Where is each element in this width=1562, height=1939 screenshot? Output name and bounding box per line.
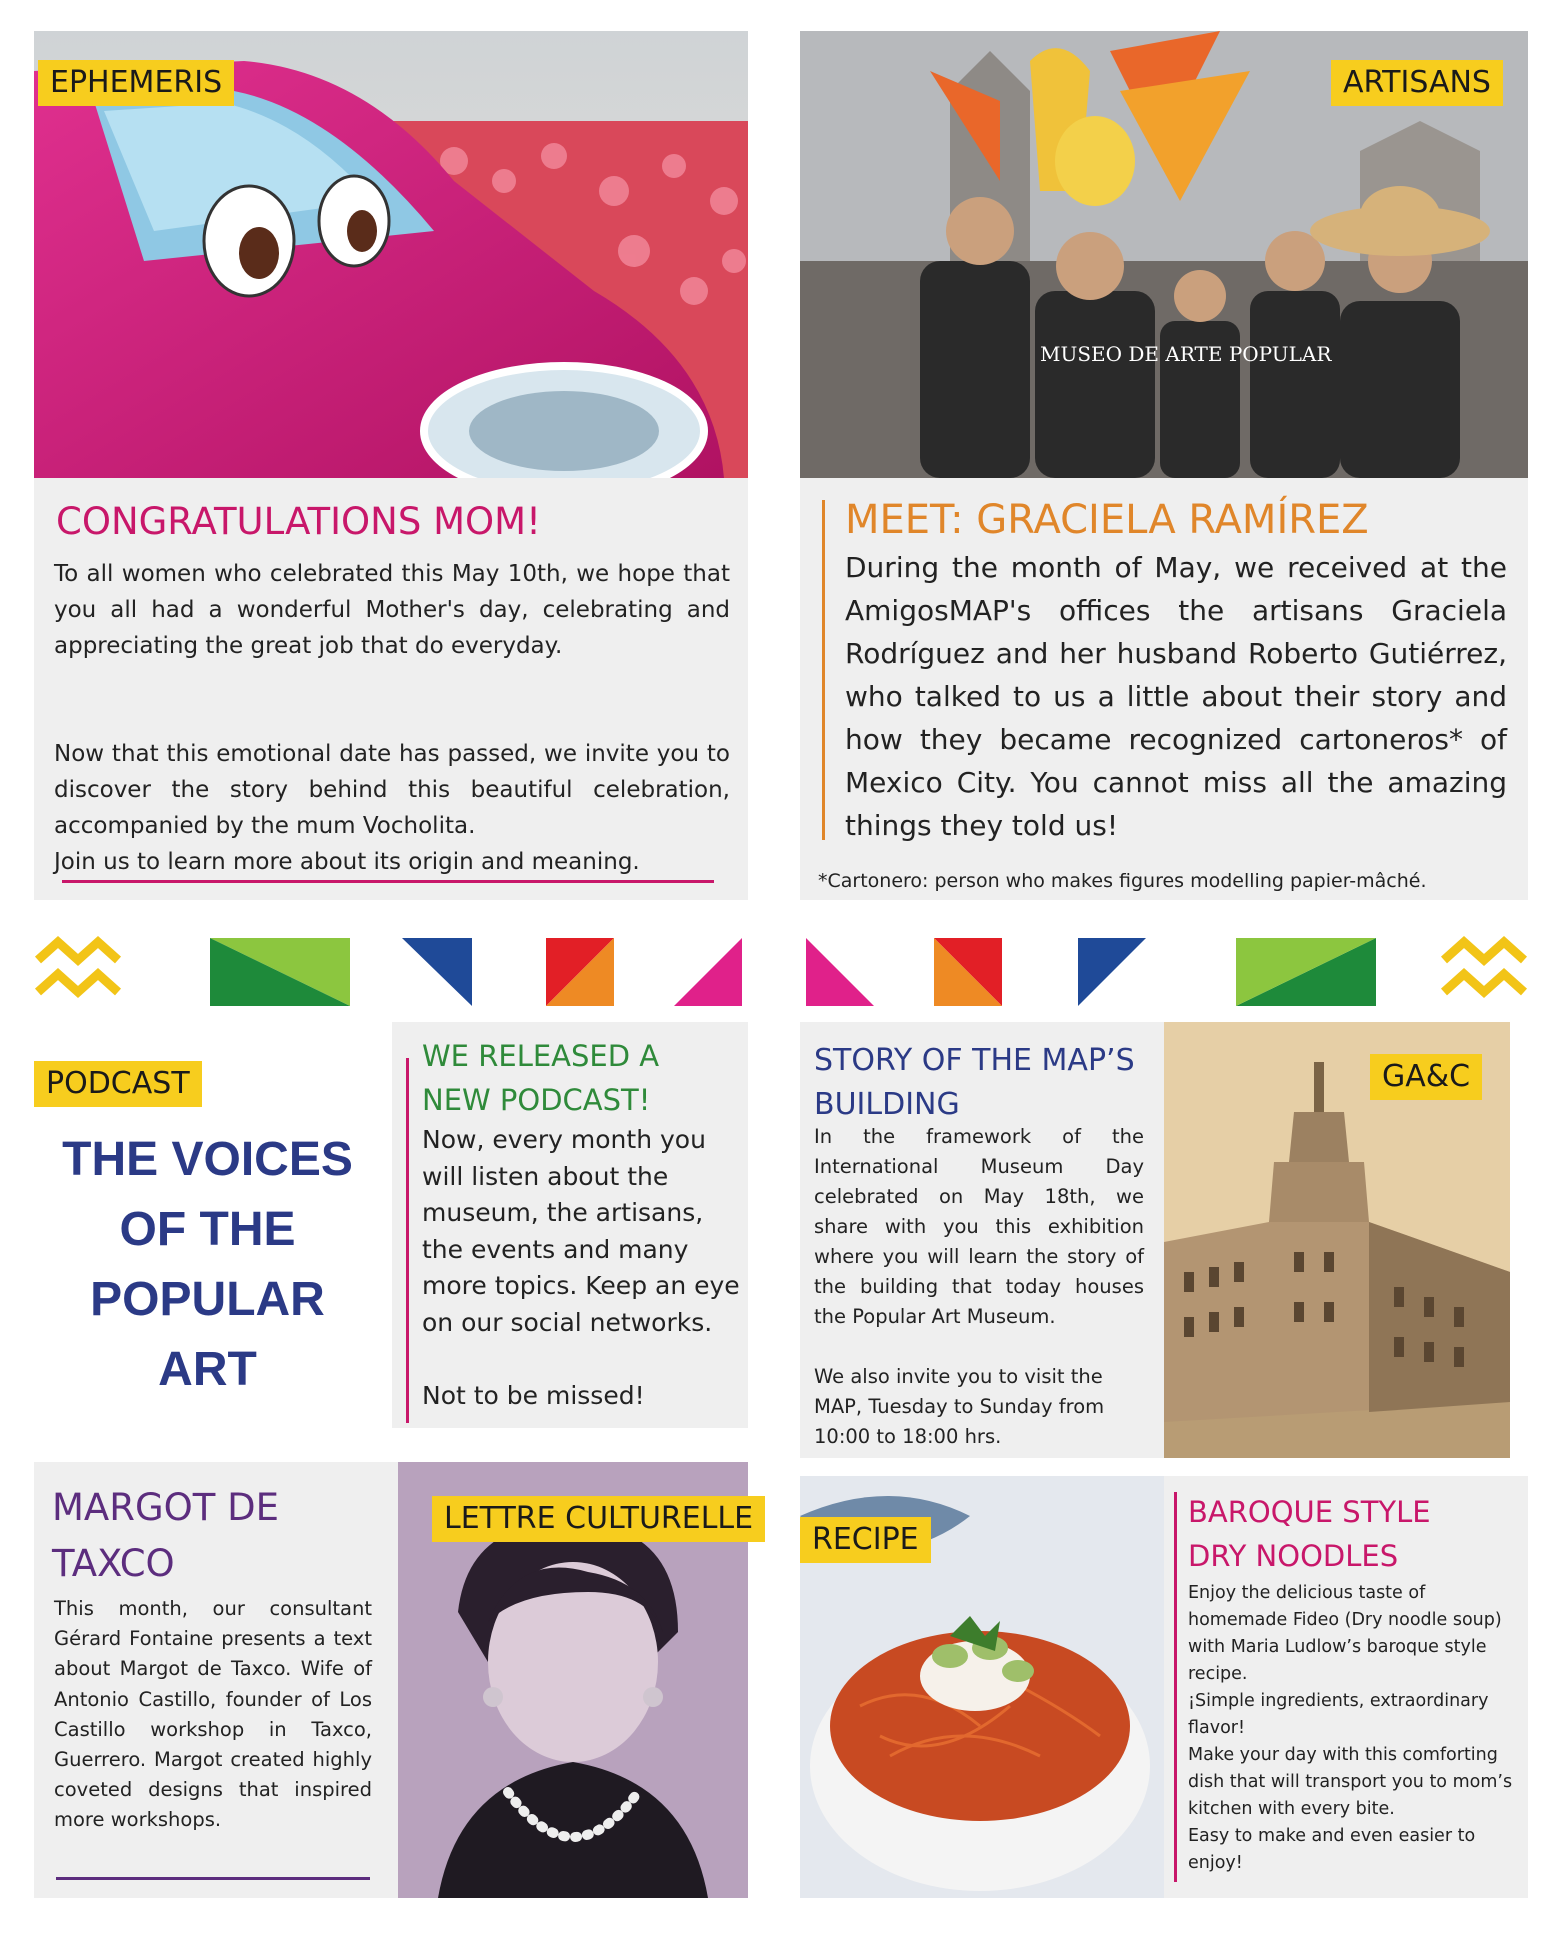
podcast-big-title-line-2: OF THE xyxy=(119,1203,296,1256)
podcast-big-title-line-3: POPULAR xyxy=(90,1273,325,1326)
ephemeris-link-underline xyxy=(62,880,714,883)
building-title-line-1: STORY OF THE MAP’S xyxy=(814,1043,1135,1078)
artisans-shirt-print: MUSEO DE ARTE POPULAR xyxy=(1040,342,1332,366)
recipe-title-line-2: DRY NOODLES xyxy=(1188,1539,1399,1573)
recipe-tag: RECIPE xyxy=(800,1517,931,1563)
podcast-panel xyxy=(392,1022,748,1428)
margot-body: This month, our consultant Gérard Fontaine presents a text about Margot de Taxco. Wife of Antonio Castillo, founder of Los Castillo workshop in Taxco, Guerrero. Margot created highly coveted designs that inspired more workshops. xyxy=(54,1597,372,1832)
podcast-accent-bar xyxy=(406,1058,409,1423)
ephemeris-panel xyxy=(34,478,748,900)
recipe-text xyxy=(1188,1580,1520,1877)
building-paragraph-2: We also invite you to visit the MAP, Tuesday to Sunday from 10:00 to 18:00 hrs. xyxy=(814,1365,1105,1448)
ephemeris-link[interactable]: Join us to learn more about its origin and meaning. xyxy=(54,849,640,875)
margot-title-line-2: TAXCO xyxy=(52,1542,175,1585)
artisans-accent-bar xyxy=(822,500,825,840)
artisans-tag: ARTISANS xyxy=(1331,60,1503,106)
recipe-title-line-1: BAROQUE STYLE xyxy=(1188,1495,1431,1529)
podcast-title-line-2: NEW PODCAST! xyxy=(422,1083,651,1117)
building-title-line-2: BUILDING xyxy=(814,1087,960,1122)
margot-title-line-1: MARGOT DE xyxy=(52,1486,279,1529)
podcast-body: Now, every month you will listen about the museum, the artisans, the events and many more topics. Keep an eye on our social networks. xyxy=(422,1125,740,1337)
artisans-panel xyxy=(800,478,1528,900)
margot-panel xyxy=(34,1462,398,1898)
podcast-big-title-line-1: THE VOICES xyxy=(62,1133,353,1186)
recipe-paragraph-3: Make your day with this comforting dish that will transport you to mom’s kitchen with every bite. xyxy=(1188,1745,1513,1819)
recipe-paragraph-4: Easy to make and even easier to enjoy! xyxy=(1188,1826,1476,1873)
recipe-accent-bar xyxy=(1174,1492,1177,1882)
podcast-closing: Not to be missed! xyxy=(422,1381,645,1410)
podcast-title-line-1: WE RELEASED A xyxy=(422,1039,660,1073)
artisans-body: During the month of May, we received at the AmigosMAP's offices the artisans Graciela Rodríguez and her husband Roberto Gutiérrez, who talked to us a little about their story and how they became recognized cartoneros* of Mexico City. You cannot miss all the amazing things they told us! xyxy=(845,551,1507,842)
building-paragraph-1: In the framework of the International Museum Day celebrated on May 18th, we share with you this exhibition where you will learn the story of the building that today houses the Popular Art Museum. xyxy=(814,1125,1144,1328)
margot-underline xyxy=(56,1877,370,1880)
podcast-big-title xyxy=(40,1125,375,1405)
ephemeris-paragraph-1: To all women who celebrated this May 10th, we hope that you all had a wonderful Mother's day, celebrating and appreciating the great job that do everyday. xyxy=(54,561,730,659)
ephemeris-paragraph-2: Now that this emotional date has passed, we invite you to discover the story behind this beautiful celebration, accompanied by the mum Vocholita. xyxy=(54,741,730,839)
recipe-paragraph-2: ¡Simple ingredients, extraordinary flavor! xyxy=(1188,1691,1489,1738)
recipe-panel xyxy=(1164,1476,1528,1898)
artisans-title: MEET: GRACIELA RAMÍREZ xyxy=(845,497,1369,543)
decorative-band xyxy=(0,930,1562,1010)
podcast-tag: PODCAST xyxy=(34,1061,202,1107)
ephemeris-title: CONGRATULATIONS MOM! xyxy=(56,500,541,543)
artisans-footnote: *Cartonero: person who makes figures modelling papier-mâché. xyxy=(818,870,1427,892)
ephemeris-tag: EPHEMERIS xyxy=(38,60,234,106)
margot-tag: LETTRE CULTURELLE xyxy=(432,1496,765,1542)
building-tag: GA&C xyxy=(1370,1054,1482,1100)
podcast-big-title-line-4: ART xyxy=(158,1343,257,1396)
recipe-paragraph-1: Enjoy the delicious taste of homemade Fideo (Dry noodle soup) with Maria Ludlow’s baroque style recipe. xyxy=(1188,1583,1502,1684)
building-panel xyxy=(800,1022,1164,1458)
